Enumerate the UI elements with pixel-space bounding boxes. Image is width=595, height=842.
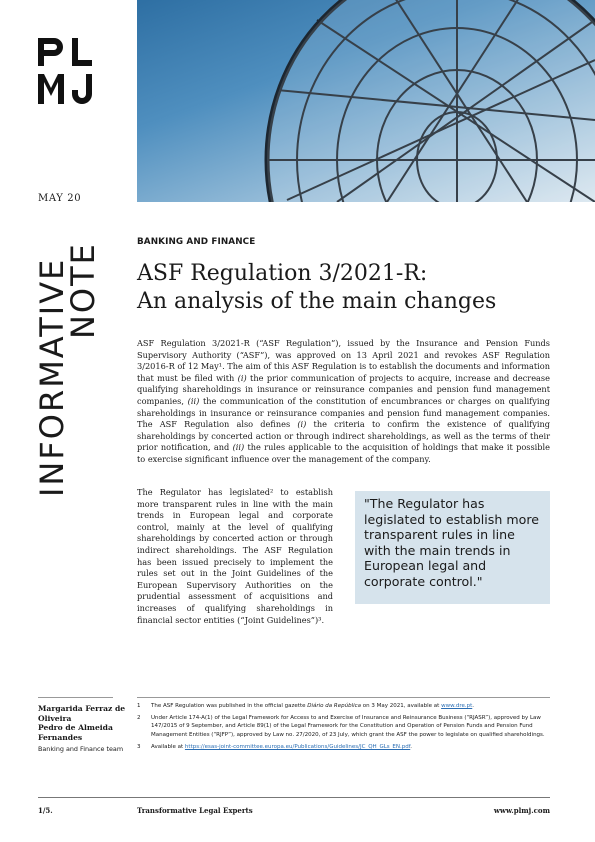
- category-heading: BANKING AND FINANCE: [137, 237, 256, 247]
- footnote-text-part: .: [472, 703, 474, 709]
- intro-text-4: the criteria to confirm the existence of qualifying shareholdings by concerted action or through indirect shareholdings, as well as the terms of their prior notification, and: [137, 419, 550, 453]
- footnote-text: [151, 702, 474, 710]
- pull-quote-box: [355, 491, 550, 604]
- title-line2: An analysis of the main changes: [137, 289, 497, 314]
- footnote-item: [137, 743, 550, 751]
- hero-image-radar-dome: [137, 0, 595, 202]
- intro-text-5: the rules applicable to the acquisition of holdings that make it possible to exercise significant influence over the management of the company.: [137, 442, 550, 464]
- intro-text-1: ASF Regulation 3/2021-R (“ASF Regulation”), issued by the Insurance and Pension Funds Supervisory Authority (“ASF”), was approved on 13 April 2021 and revokes ASF Regulation 3/2016-R of 12 May¹. The aim of this ASF Regulation is to establish the documents and information that must be filed with: [137, 338, 550, 383]
- footnote-link[interactable]: www.dre.pt: [441, 703, 473, 709]
- intro-item-marker: (i): [237, 372, 247, 383]
- footer-website-link[interactable]: www.plmj.com: [493, 806, 550, 815]
- footer-divider: [38, 797, 550, 798]
- author-name: Pedro de Almeida Fernandes: [38, 723, 113, 742]
- footnote-text-part: on 3 May 2021, available at: [361, 703, 442, 709]
- footnote-number: 2: [137, 715, 141, 722]
- intro-paragraph: [137, 338, 550, 466]
- footnote-number: 1: [137, 703, 141, 709]
- intro-item-marker: (ii): [232, 442, 245, 453]
- intro-item-marker: (ii): [187, 395, 200, 406]
- page-title: [137, 260, 557, 316]
- footnote-text-part: The ASF Regulation was published in the official gazette: [151, 703, 308, 709]
- authors-block: [38, 704, 128, 753]
- footnote-text-part: Available at: [151, 743, 185, 750]
- footnote-italic: Diário da República: [307, 703, 362, 709]
- footnote-text-part: .: [410, 743, 412, 750]
- footer-tagline: Transformative Legal Experts: [137, 806, 253, 815]
- plmj-logo: [38, 38, 100, 104]
- authors-divider: [38, 697, 113, 698]
- footnote-item: [137, 714, 550, 739]
- intro-text-3: the communication of the constitution of encumbrances or charges on qualifying shareholdings in insurance or reinsurance companies and pension fund management companies. The ASF Regulation also defines: [137, 395, 550, 430]
- informative-note-label: [33, 242, 102, 497]
- intro-item-marker: (i): [297, 419, 307, 430]
- pull-quote-text: "The Regulator has legislated to establish more transparent rules in line with the main trends in European legal and corporate control.": [364, 496, 539, 589]
- publication-date: MAY 20: [38, 193, 82, 204]
- plmj-logo-mark: [38, 38, 100, 104]
- title-line1: ASF Regulation 3/2021-R:: [137, 261, 428, 286]
- author-name: Margarida Ferraz de Oliveira: [38, 704, 126, 723]
- author-team: Banking and Finance team: [38, 745, 124, 754]
- footnote-text: [151, 743, 412, 751]
- intro-text-2: the prior communication of projects to acquire, increase and decrease qualifying shareholdings in insurance or reinsurance companies and pension fund management companies,: [137, 372, 550, 406]
- footnotes: [137, 702, 550, 755]
- footnote-text: Under Article 174-A(1) of the Legal Framework for Access to and Exercise of Insurance and Reinsurance Business (“RJASR”), approved by Law 147/2015 of 9 September, and Article 89(1) of the Legal Framework for the Constitution and Operation of Pension Funds and Pension Fund Management Entities (“RJFP”), approved by Law no. 27/2020, of 23 July, which grant the ASF the power to legislate on qualified shareholdings.: [151, 715, 545, 738]
- footnotes-divider: [137, 697, 550, 698]
- body-column-paragraph: The Regulator has legislated² to establish more transparent rules in line with the main trends in European legal and corporate control, mainly at the level of qualifying shareholdings by concerted action or through indirect shareholdings. The ASF Regulation has been issued precisely to implement the rules set out in the Joint Guidelines of the European Supervisory Authorities on the prudential assessment of acquisitions and increases of qualifying shareholdings in financial sector entities (“Joint Guidelines”)³.: [137, 487, 333, 625]
- page-number: 1/5.: [38, 806, 53, 815]
- side-label-line2: NOTE: [64, 242, 102, 339]
- radar-dome-graphic: [137, 0, 595, 202]
- footnote-link[interactable]: https://esas-joint-committee.europa.eu/Publications/Guidelines/JC_QH_GLs_EN.pdf: [184, 743, 411, 750]
- footnote-number: 3: [137, 743, 141, 750]
- side-label-line1: INFORMATIVE: [33, 257, 71, 497]
- footnote-item: [137, 702, 550, 710]
